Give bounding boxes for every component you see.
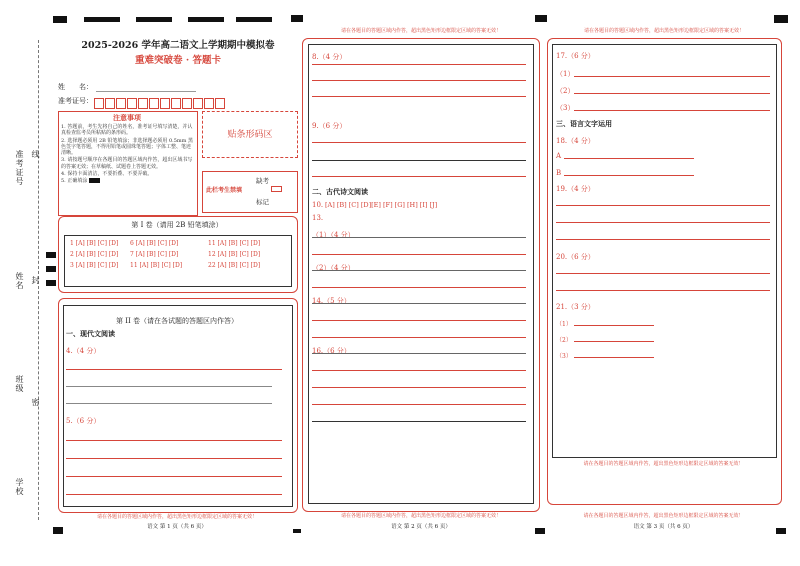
timing-mark <box>46 266 56 272</box>
q18-b-label: B <box>556 169 562 177</box>
q10-options[interactable]: [A] [B] [C] [D][E] [F] [G] [H] [I] [J] <box>325 201 438 209</box>
q13-2-label: （2）（4 分） <box>312 264 355 272</box>
q21-1-line[interactable] <box>574 325 654 326</box>
q8-label: 8.（4 分） <box>312 53 347 61</box>
q17-label: 17.（6 分） <box>556 52 595 60</box>
q19-line[interactable] <box>556 205 770 206</box>
q20-line[interactable] <box>556 290 770 291</box>
barcode-label: 贴条形码区 <box>227 130 273 140</box>
q17-3-line[interactable] <box>574 110 770 111</box>
notice-list <box>61 124 194 185</box>
q21-label: 21.（3 分） <box>556 303 595 311</box>
side-cut-3: 密 <box>31 398 40 407</box>
q21-2-line[interactable] <box>574 341 654 342</box>
section-modern-reading: 一、现代文阅读 <box>66 329 115 338</box>
q16-line[interactable] <box>312 404 526 405</box>
page-number-1: 语文 第 1 页（共 6 页） <box>147 524 207 530</box>
side-cut-2: 封 <box>31 276 40 285</box>
header-warning-2: 请在各题目的答题区域内作答，超出黑色矩形边框限定区域的答案无效！ <box>340 28 501 34</box>
footer-warning-2: 请在各题目的答题区域内作答，超出黑色矩形边框限定区域的答案无效！ <box>340 513 501 519</box>
header-warning-3: 请在各题目的答题区域内作答，超出黑色矩形边框限定区域的答案无效！ <box>583 28 744 34</box>
page-number-3: 语文 第 3 页（共 6 页） <box>633 524 694 530</box>
timing-mark <box>236 17 272 22</box>
footer-warning-3b: 请在各题目的答题区域内作答，超出黑色矩形边框限定区域的答案无效！ <box>583 513 744 519</box>
q17-2-line[interactable] <box>574 93 770 94</box>
part2-title: 第 II 卷（请在各试题的答题区内作答） <box>116 317 238 325</box>
footer-warning-1: 请在各题目的答题区域内作答，超出黑色矩形边框限定区域的答案无效！ <box>96 514 257 520</box>
timing-mark <box>291 15 303 22</box>
q18-a-label: A <box>556 152 562 160</box>
notice-item-3: 3. 请按题号顺序在各题目的答题区域内作答，超出区域书写的答案无效；在草稿纸、试题卷上答题无效。 <box>61 157 193 170</box>
absent-label-2: 标记 <box>256 198 269 206</box>
absent-note: 此栏考生禁填 <box>206 187 243 194</box>
sheet-title: 2025-2026 学年高二语文上学期期中模拟卷 <box>81 40 275 51</box>
choice-q1[interactable]: 1 [A] [B] [C] [D] <box>70 240 119 247</box>
q9-line[interactable] <box>312 142 526 143</box>
filled-bubble-sample <box>89 178 100 183</box>
choice-q7[interactable]: 7 [A] [B] [C] [D] <box>130 251 179 258</box>
q13-label: 13. <box>312 214 324 222</box>
choice-q11b[interactable]: 11 [A] [B] [C] [D] <box>130 262 183 269</box>
choice-q3[interactable]: 3 [A] [B] [C] [D] <box>70 262 119 269</box>
side-exam-no: 准考证号 <box>15 150 24 186</box>
choice-q2[interactable]: 2 [A] [B] [C] [D] <box>70 251 119 258</box>
column2-inner <box>308 44 534 504</box>
choice-q22[interactable]: 22 [A] [B] [C] [D] <box>208 262 261 269</box>
q8-line[interactable] <box>312 80 526 81</box>
q5-label: 5.（6 分） <box>66 417 101 425</box>
sheet-subtitle: 重难突破卷 · 答题卡 <box>135 55 221 66</box>
q4-line[interactable] <box>66 369 282 370</box>
name-label: 姓 名： <box>58 83 93 91</box>
choice-q12[interactable]: 12 [A] [B] [C] [D] <box>208 251 261 258</box>
q4-line[interactable] <box>66 386 272 387</box>
q19-line[interactable] <box>556 239 770 240</box>
q5-line[interactable] <box>66 494 282 495</box>
section-language-use: 三、语言文字运用 <box>556 119 612 128</box>
choice-q6[interactable]: 6 [A] [B] [C] [D] <box>130 240 179 247</box>
q13-2-line[interactable] <box>312 270 526 271</box>
timing-mark <box>46 280 56 286</box>
q18-a-line[interactable] <box>564 158 694 159</box>
q9-line[interactable] <box>312 176 526 177</box>
q18-b-line[interactable] <box>564 175 694 176</box>
q14-line[interactable] <box>312 337 526 338</box>
q17-3-label: （3） <box>556 104 575 112</box>
timing-mark <box>535 15 547 22</box>
q21-3-label: （3） <box>556 353 572 360</box>
page-number-2: 语文 第 2 页（共 6 页） <box>391 524 451 530</box>
notice-item-5 <box>61 178 194 184</box>
q8-line[interactable] <box>312 64 526 65</box>
name-line[interactable] <box>96 91 196 92</box>
side-school: 学校 <box>15 478 24 496</box>
q16-line[interactable] <box>312 353 526 354</box>
q17-1-line[interactable] <box>574 76 770 77</box>
side-cut-1: 线 <box>31 150 40 159</box>
q9-line[interactable] <box>312 160 526 161</box>
notice-item-2: 2. 选择题必须用 2B 铅笔填涂；非选择题必须用 0.5mm 黑色签字笔答题，不得用铅笔或圆珠笔答题；字体工整、笔迹清晰。 <box>61 137 194 157</box>
absent-label-1: 缺考 <box>256 177 269 185</box>
q21-1-label: （1） <box>556 321 572 328</box>
q5-line[interactable] <box>66 440 282 441</box>
q13-2-line[interactable] <box>312 287 526 288</box>
notice-title: 注意事项 <box>113 113 141 122</box>
exam-no-label: 准考证号： <box>58 97 93 105</box>
q19-label: 19.（4 分） <box>556 185 595 193</box>
q16-label: 16.（6 分） <box>312 347 351 355</box>
q18-label: 18.（4 分） <box>556 137 595 145</box>
q4-label: 4.（4 分） <box>66 347 101 355</box>
q17-1-label: （1） <box>556 70 575 78</box>
correct-fill-label: 5. 正确填涂 <box>61 178 88 185</box>
q13-1-line[interactable] <box>312 254 526 255</box>
notice-item-4: 4. 保持卡面清洁，不要折叠、不要弄破。 <box>61 171 153 178</box>
footer-warning-3a: 请在各题目的答题区域内作答，超出黑色矩形边框限定区域的答案无效！ <box>583 461 744 467</box>
q5-line[interactable] <box>66 476 282 477</box>
q14-label: 14.（5 分） <box>312 297 351 305</box>
q20-label: 20.（6 分） <box>556 253 595 261</box>
timing-mark <box>46 252 56 258</box>
q10-label: 10. <box>312 201 324 209</box>
timing-mark <box>136 17 172 22</box>
q8-line[interactable] <box>312 96 526 97</box>
q21-2-label: （2） <box>556 337 572 344</box>
q16-line[interactable] <box>312 421 526 422</box>
timing-mark <box>188 17 224 22</box>
timing-mark <box>774 15 788 23</box>
side-name: 姓名 <box>15 272 24 290</box>
q13-1-line[interactable] <box>312 237 526 238</box>
q16-line[interactable] <box>312 370 526 371</box>
absent-checkbox[interactable] <box>271 186 282 192</box>
notice-item-1: 1. 答题前，考生先将自己的姓名，准考证号填写清楚，并认真检查监考员所粘贴的条形码。 <box>61 124 193 137</box>
column3-inner <box>552 44 777 458</box>
choice-q11[interactable]: 11 [A] [B] [C] [D] <box>208 240 261 247</box>
q5-line[interactable] <box>66 458 282 459</box>
q9-label: 9.（6 分） <box>312 122 347 130</box>
q14-line[interactable] <box>312 320 526 321</box>
q14-line[interactable] <box>312 303 526 304</box>
q17-2-label: （2） <box>556 87 575 95</box>
q20-line[interactable] <box>556 273 770 274</box>
timing-mark <box>84 17 120 22</box>
q19-line[interactable] <box>556 222 770 223</box>
part1-title: 第 I 卷（请用 2B 铅笔填涂） <box>131 221 223 229</box>
timing-mark <box>53 16 67 23</box>
q4-line[interactable] <box>66 403 272 404</box>
q21-3-line[interactable] <box>574 357 654 358</box>
q16-line[interactable] <box>312 387 526 388</box>
side-class: 班级 <box>15 375 24 393</box>
section-classical-reading: 二、古代诗文阅读 <box>312 187 368 196</box>
q13-1-label: （1）（4 分） <box>312 231 355 239</box>
